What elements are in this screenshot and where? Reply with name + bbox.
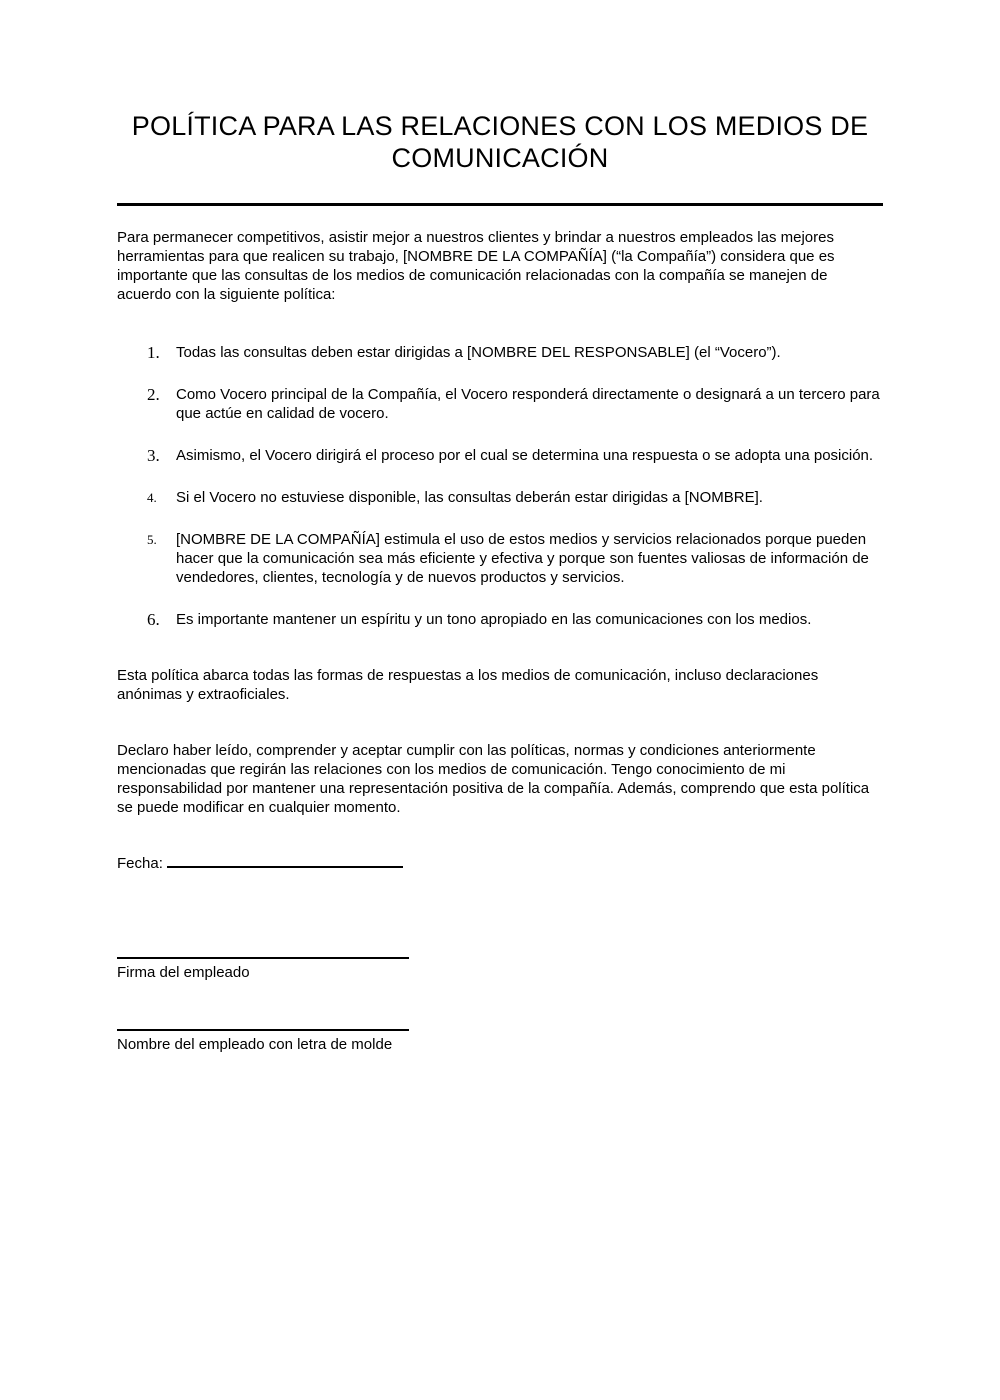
date-blank-line — [167, 854, 403, 868]
list-item-number: 3. — [147, 446, 160, 465]
list-item-number: 6. — [147, 610, 160, 629]
printed-name-label: Nombre del empleado con letra de molde — [117, 1036, 393, 1053]
list-item-text: Si el Vocero no estuviese disponible, las consultas deberán estar dirigidas a [NOMBRE]. — [176, 489, 763, 506]
date-row — [117, 854, 883, 873]
list-item — [117, 488, 883, 507]
list-item-text: Es importante mantener un espíritu y un tono apropiado en las comunicaciones con los medios. — [176, 611, 812, 628]
list-item — [117, 446, 883, 465]
list-item-number: 4. — [147, 490, 157, 505]
list-item — [117, 385, 883, 423]
list-item-text: [NOMBRE DE LA COMPAÑÍA] estimula el uso de estos medios y servicios relacionados porque pueden hacer que la comunicación sea más eficiente y efectiva y porque son fuentes valiosas de información de vendedores, clientes, tecnología y de nuevos productos y servicios. — [176, 531, 869, 586]
list-item-number: 5. — [147, 532, 157, 547]
list-item-text: Todas las consultas deben estar dirigidas a [NOMBRE DEL RESPONSABLE] (el “Vocero”). — [176, 344, 781, 361]
document-page — [0, 110, 1000, 1400]
list-item — [117, 610, 883, 629]
intro-paragraph: Para permanecer competitivos, asistir mejor a nuestros clientes y brindar a nuestros empleados las mejores herramientas para que realicen su trabajo, [NOMBRE DE LA COMPAÑÍA] (“la Compañía”) considera que es importante que las consultas de los medios de comunicación relacionadas con la compañía se manejen de acuerdo con la siguiente política: — [117, 229, 835, 303]
document-title: POLÍTICA PARA LAS RELACIONES CON LOS MEDIOS DE COMUNICACIÓN — [131, 111, 869, 173]
scope-paragraph: Esta política abarca todas las formas de respuestas a los medios de comunicación, incluso declaraciones anónimas y extraoficiales. — [117, 667, 819, 703]
list-item-text: Asimismo, el Vocero dirigirá el proceso por el cual se determina una respuesta o se adopta una posición. — [176, 447, 874, 464]
declaration-paragraph: Declaro haber leído, comprender y aceptar cumplir con las políticas, normas y condiciones anteriormente mencionadas que regirán las relaciones con los medios de comunicación. Tengo conocimiento de mi responsabilidad por mantener una representación positiva de la compañía. Además, comprendo que esta política se puede modificar en cualquier momento. — [117, 742, 870, 816]
title-divider — [117, 203, 883, 206]
list-item-text: Como Vocero principal de la Compañía, el Vocero responderá directamente o designará a un tercero para que actúe en calidad de vocero. — [176, 386, 880, 422]
list-item — [117, 530, 883, 587]
date-label: Fecha: — [117, 855, 163, 872]
signature-label: Firma del empleado — [117, 964, 250, 981]
list-item — [117, 343, 883, 362]
policy-list — [117, 343, 883, 629]
printed-name-line — [117, 1029, 409, 1031]
signature-line — [117, 957, 409, 959]
printed-name-block — [117, 1029, 883, 1054]
list-item-number: 2. — [147, 385, 160, 404]
list-item-number: 1. — [147, 343, 160, 362]
signature-block — [117, 957, 883, 982]
